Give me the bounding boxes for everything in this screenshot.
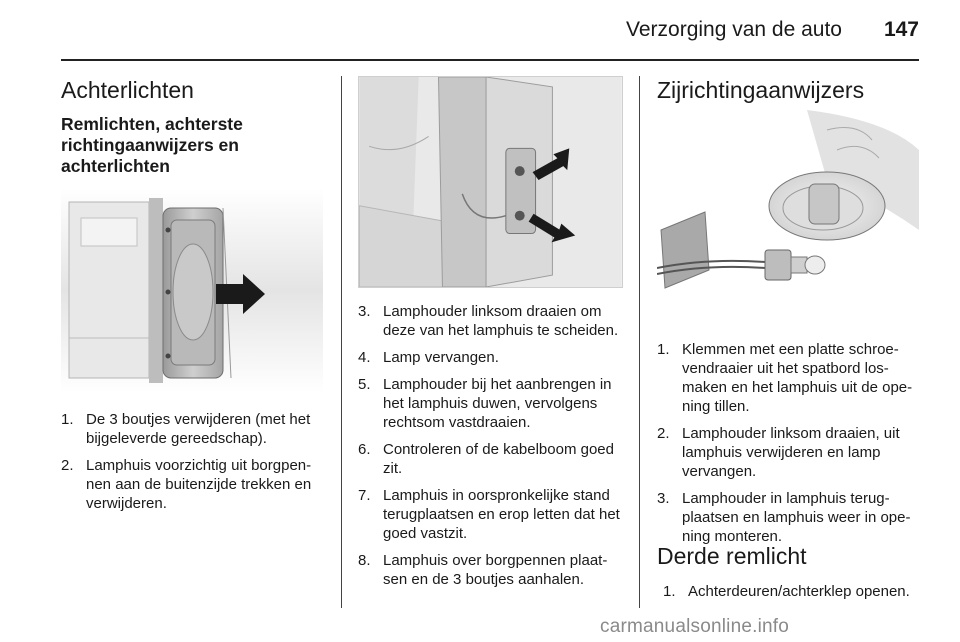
list-item	[657, 340, 923, 416]
step-text: Controleren of de kabelboom goed zit.	[383, 441, 614, 477]
list-item	[358, 486, 626, 543]
column-side-indicators	[657, 76, 923, 600]
list-item	[61, 456, 329, 513]
column-rear-lights	[61, 76, 329, 512]
list-item	[663, 582, 923, 601]
step-text: Lamphuis over borgpennen plaatsen en de 3 boutjes aanhalen.	[383, 552, 608, 588]
step-number: 3.	[657, 490, 670, 507]
step-text: Lamphuis voorzichtig uit borgpennen aan de buitenzijde trekken en verwijderen.	[86, 457, 312, 512]
list-item	[358, 551, 626, 589]
figure-rear-light-housing	[61, 188, 323, 393]
step-text: Lamphouder linksom draaien om deze van het lamphuis te scheiden.	[383, 303, 619, 339]
step-text: Lamphouder in lamphuis terugplaatsen en lamphuis weer in opening monteren.	[682, 490, 911, 545]
column-divider-1	[341, 76, 342, 608]
list-item	[657, 424, 923, 481]
step-text: Lamphouder bij het aanbrengen in het lamphuis duwen, vervolgens rechtsom vastdraaien.	[383, 376, 612, 431]
page-number: 147	[883, 18, 919, 41]
watermark: carmanualsonline.info	[600, 616, 790, 637]
steps-third-brake-light	[663, 582, 923, 609]
step-number: 4.	[358, 349, 371, 366]
step-number: 1.	[61, 411, 74, 428]
step-text: Klemmen met een platte schroevendraaier uit het spatbord losmaken en het lamphuis uit de opening tillen.	[682, 341, 913, 415]
step-number: 5.	[358, 376, 371, 393]
section-heading-rear-lights: Achterlichten	[61, 77, 194, 103]
step-number: 1.	[657, 341, 670, 358]
list-item	[358, 440, 626, 478]
side-indicator-illustration	[657, 110, 919, 320]
step-number: 7.	[358, 487, 371, 504]
list-item	[61, 410, 329, 448]
step-text: Achterdeuren/achterklep openen.	[688, 583, 910, 600]
step-number: 2.	[657, 425, 670, 442]
section-heading-third-brake-light: Derde remlicht	[657, 543, 807, 569]
list-item	[358, 302, 626, 340]
step-number: 6.	[358, 441, 371, 458]
step-number: 1.	[663, 583, 676, 600]
step-number: 2.	[61, 457, 74, 474]
step-text: Lamphuis in oorspronkelijke stand terugplaatsen en erop letten dat het goed vastzit.	[383, 487, 620, 542]
steps-rear-lights	[61, 410, 329, 521]
page-header	[0, 0, 960, 62]
list-item	[358, 348, 626, 367]
step-number: 3.	[358, 303, 371, 320]
steps-side-indicators	[657, 340, 923, 554]
header-title: Verzorging van de auto	[626, 18, 842, 41]
steps-lamp-replacement	[358, 302, 626, 597]
lamp-holder-illustration	[359, 77, 622, 287]
step-text: Lamp vervangen.	[383, 349, 499, 366]
rear-light-illustration	[61, 188, 323, 393]
section-heading-side-indicators: Zijrichtingaanwijzers	[657, 77, 865, 103]
step-number: 8.	[358, 552, 371, 569]
figure-lamp-holder	[358, 76, 623, 288]
list-item	[358, 375, 626, 432]
header-rule	[61, 59, 919, 61]
column-divider-2	[639, 76, 640, 608]
step-text: Lamphouder linksom draaien, uit lamphuis verwijderen en lamp vervangen.	[682, 425, 900, 480]
step-text: De 3 boutjes verwijderen (met het bijgeleverde gereedschap).	[86, 411, 311, 447]
figure-side-indicator	[657, 110, 919, 320]
list-item	[657, 489, 923, 546]
subheading-brake-lights: Remlichten, achterste richtingaanwijzers en achterlichten	[61, 114, 243, 176]
